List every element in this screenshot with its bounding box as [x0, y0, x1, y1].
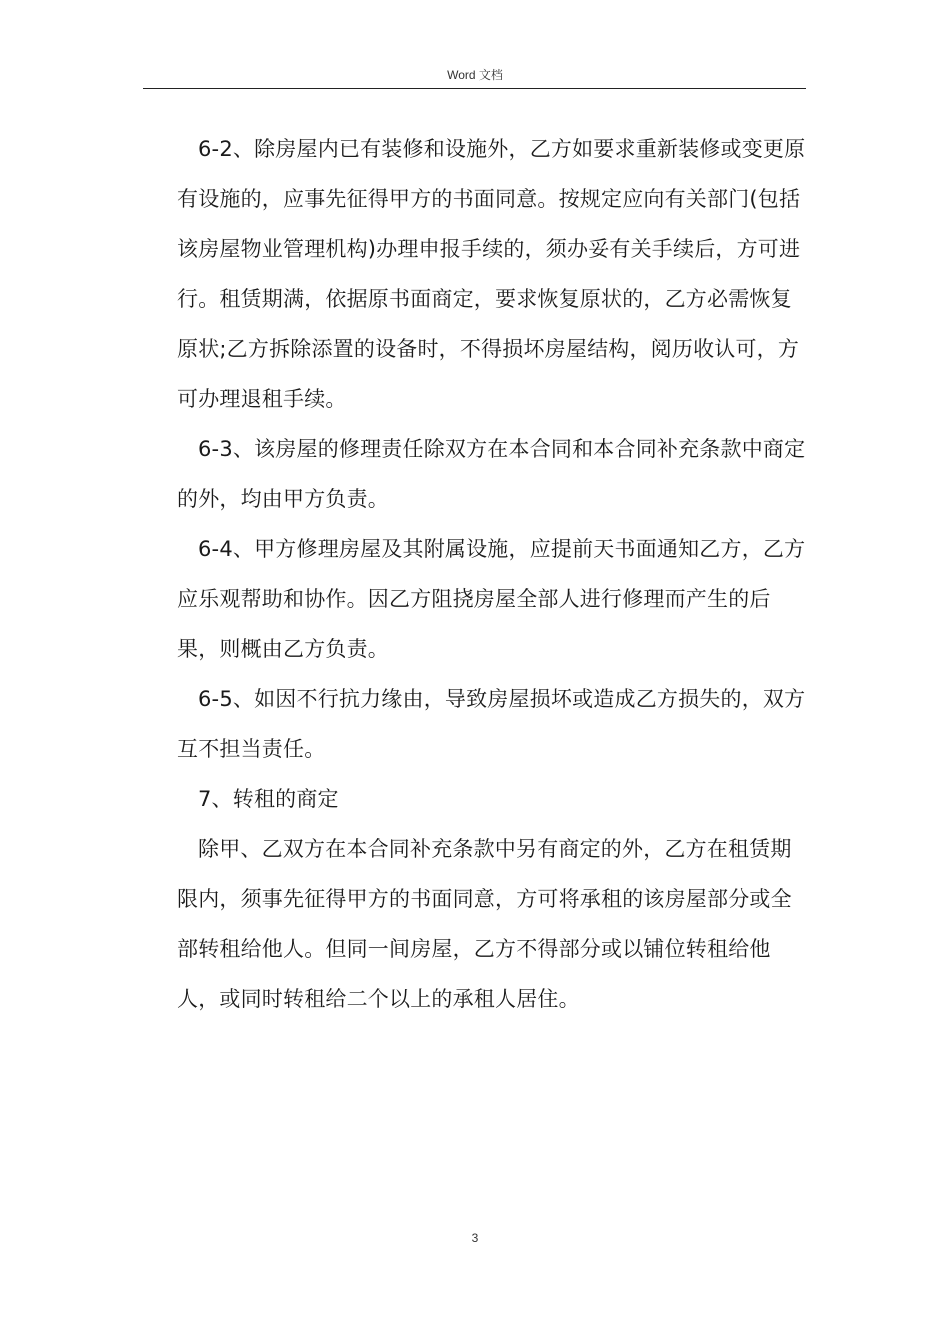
document-body	[177, 124, 807, 1024]
section-heading-7: 7、转租的商定	[198, 787, 339, 811]
clause-6-3: 6-3、该房屋的修理责任除双方在本合同和本合同补充条款中商定的外，均由甲方负责。	[177, 437, 806, 511]
clause-6-2: 6-2、除房屋内已有装修和设施外，乙方如要求重新装修或变更原有设施的，应事先征得甲方的书面同意。按规定应向有关部门(包括该房屋物业管理机构)办理申报手续的，须办妥有关手续后，方可进行。租赁期满，依据原书面商定，要求恢复原状的，乙方必需恢复原状;乙方拆除添置的设备时，不得损坏房屋结构，阅历收认可，方可办理退租手续。	[177, 137, 806, 411]
header-divider	[143, 88, 806, 89]
page-header: Word 文档	[447, 68, 503, 82]
clause-7-body: 除甲、乙双方在本合同补充条款中另有商定的外，乙方在租赁期限内，须事先征得甲方的书面同意，方可将承租的该房屋部分或全部转租给他人。但同一间房屋，乙方不得部分或以铺位转租给他人，或同时转租给二个以上的承租人居住。	[177, 837, 792, 1011]
clause-6-5: 6-5、如因不行抗力缘由，导致房屋损坏或造成乙方损失的，双方互不担当责任。	[177, 687, 806, 761]
page-number: 3	[471, 1231, 479, 1245]
clause-6-4: 6-4、甲方修理房屋及其附属设施，应提前天书面通知乙方，乙方应乐观帮助和协作。因乙方阻挠房屋全部人进行修理而产生的后果，则概由乙方负责。	[177, 537, 806, 661]
